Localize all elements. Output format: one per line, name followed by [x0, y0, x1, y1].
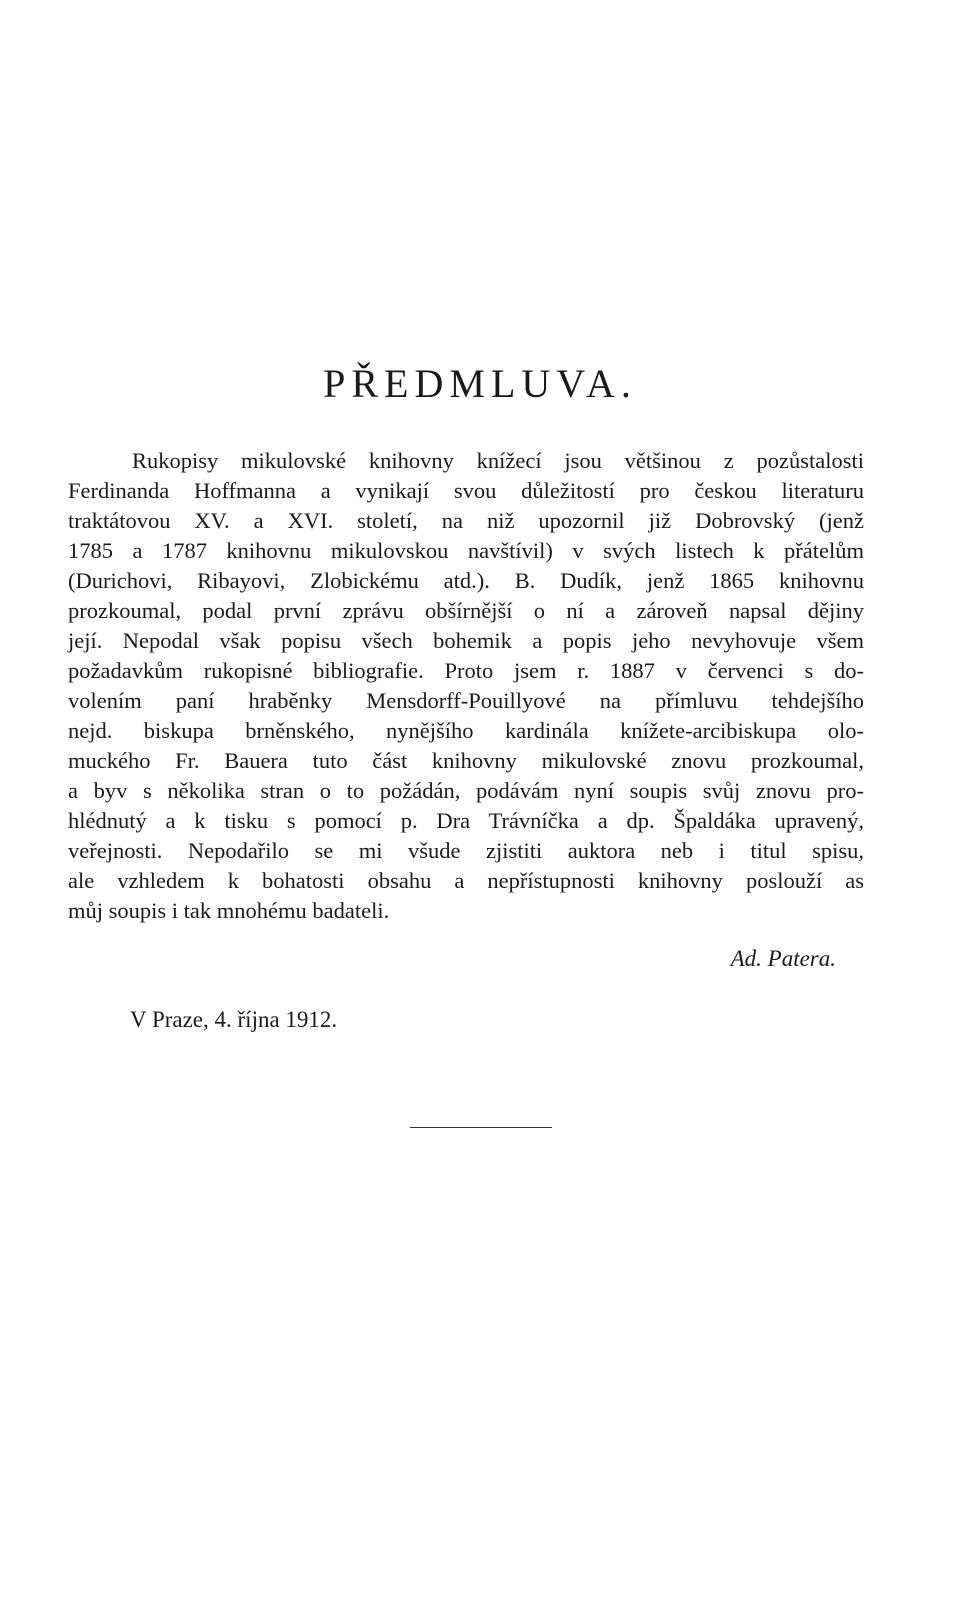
paragraph-line: ale vzhledem k bohatosti obsahu a nepřístupnosti knihovny poslouží as [68, 868, 864, 893]
paragraph-line: veřejnosti. Nepodařilo se mi všude zjistiti auktora neb i titul spisu, [68, 838, 864, 863]
paragraph-line: Ferdinanda Hoffmanna a vynikají svou důležitostí pro českou literaturu [68, 478, 864, 503]
paragraph-line: muckého Fr. Bauera tuto část knihovny mikulovské znovu prozkoumal, [68, 748, 864, 773]
author-signature: Ad. Patera. [730, 946, 836, 971]
paragraph-line: požadavkům rukopisné bibliografie. Proto jsem r. 1887 v červenci s do- [68, 658, 864, 683]
paragraph-line: (Durichovi, Ribayovi, Zlobickému atd.). B. Dudík, jenž 1865 knihovnu [68, 568, 864, 593]
paragraph-line: Rukopisy mikulovské knihovny knížecí jsou většinou z pozůstalosti [132, 448, 864, 473]
place-date: V Praze, 4. října 1912. [130, 1007, 338, 1032]
paragraph-line: prozkoumal, podal první zprávu obšírnější o ní a zároveň napsal dějiny [68, 598, 864, 623]
paragraph-line: můj soupis i tak mnohému badateli. [68, 898, 390, 923]
page-title: PŘEDMLUVA. [323, 361, 637, 406]
paragraph-line: a byv s několika stran o to požádán, podávám nyní soupis svůj znovu pro- [68, 778, 864, 803]
paragraph-line: její. Nepodal však popisu všech bohemik a popis jeho nevyhovuje všem [68, 628, 864, 653]
paragraph-line: hlédnutý a k tisku s pomocí p. Dra Trávníčka a dp. Špaldáka upravený, [68, 808, 864, 833]
paragraph-line: volením paní hraběnky Mensdorff-Pouillyové na přímluvu tehdejšího [68, 688, 864, 713]
paragraph-line: nejd. biskupa brněnského, nynějšího kardinála knížete-arcibiskupa olo- [68, 718, 864, 743]
paragraph-line: traktátovou XV. a XVI. století, na niž upozornil již Dobrovský (jenž [68, 508, 864, 533]
closing-rule [410, 1127, 552, 1128]
paragraph-line: 1785 a 1787 knihovnu mikulovskou navštívil) v svých listech k přátelům [68, 538, 864, 563]
preface-paragraph [68, 446, 864, 926]
